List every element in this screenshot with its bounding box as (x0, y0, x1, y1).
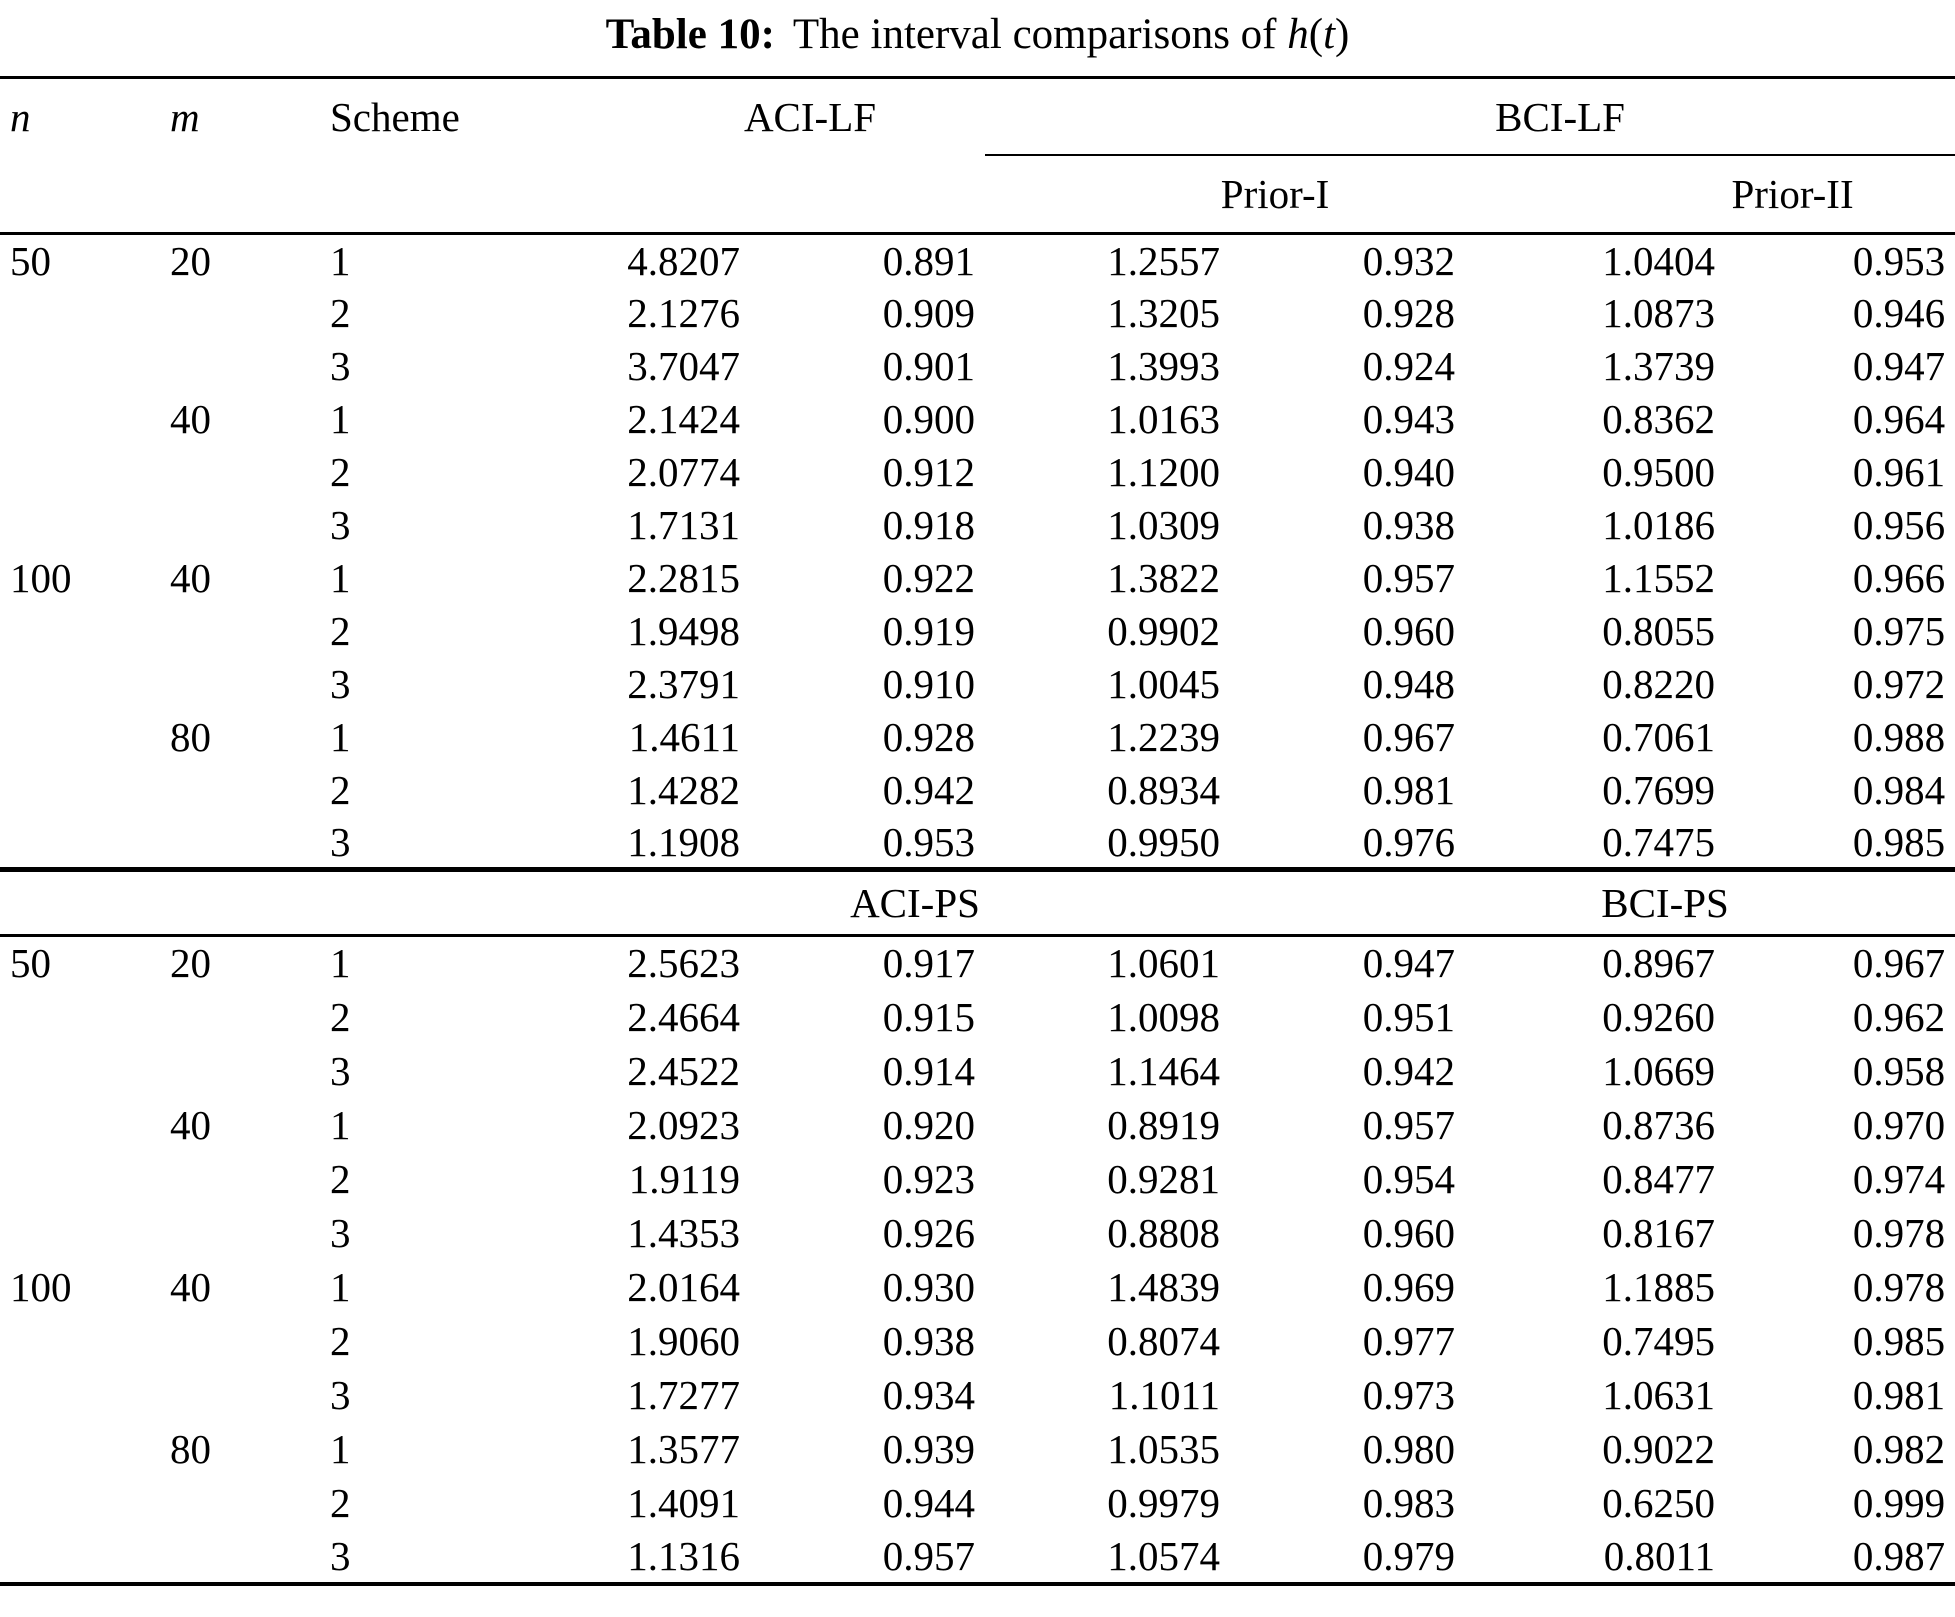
cell-prior2-ail: 0.8167 (1602, 1209, 1716, 1256)
cell-prior2-cp: 0.972 (1852, 661, 1946, 707)
cell-aci-ail: 1.4353 (627, 1209, 740, 1256)
cell-prior2-ail: 0.8011 (1603, 1532, 1716, 1579)
column-header-m: m (170, 78, 330, 156)
cell-n (0, 658, 170, 711)
cell-scheme: 2 (330, 993, 351, 1040)
subheader-prior-2: Prior-II (1465, 155, 1955, 234)
cell-prior1-cp: 0.940 (1362, 449, 1456, 495)
cell-n (0, 1314, 170, 1368)
cell-n (0, 1476, 170, 1530)
cell-n (0, 499, 170, 552)
cell-prior2-ail: 0.8477 (1602, 1155, 1716, 1202)
header-empty-cell (0, 155, 985, 234)
cell-prior2-ail: 0.9022 (1602, 1425, 1716, 1472)
cell-prior1-cp: 0.947 (1362, 940, 1456, 987)
cell-prior2-ail: 1.0186 (1602, 502, 1716, 548)
cell-prior2-cp: 0.981 (1852, 1371, 1946, 1418)
cell-n (0, 817, 170, 870)
cell-n (0, 1368, 170, 1422)
cell-prior2-ail: 0.7699 (1602, 767, 1716, 813)
table-row (0, 764, 1955, 817)
ps-header-row (0, 870, 1955, 936)
cell-aci-ail: 3.7047 (627, 343, 740, 389)
caption-math-variable: t (1323, 11, 1336, 58)
cell-scheme: 2 (330, 1479, 351, 1526)
cell-prior2-ail: 0.8220 (1602, 661, 1716, 707)
subheader-prior-1: Prior-I (985, 155, 1465, 234)
cell-scheme: 2 (330, 290, 351, 336)
cell-scheme: 2 (330, 767, 351, 813)
cell-prior2-cp: 0.958 (1852, 1047, 1946, 1094)
cell-prior2-cp: 0.961 (1852, 449, 1946, 495)
cell-prior1-ail: 0.8074 (1107, 1317, 1221, 1364)
cell-m: 80 (170, 714, 211, 760)
cell-prior2-cp: 0.978 (1852, 1209, 1946, 1256)
cell-aci-cp: 0.939 (882, 1425, 976, 1472)
cell-m (170, 499, 330, 552)
cell-n (0, 340, 170, 393)
cell-m (170, 817, 330, 870)
cell-m: 40 (170, 1263, 211, 1310)
cell-m: 20 (170, 940, 211, 987)
cell-n (0, 711, 170, 764)
cell-prior2-cp: 0.956 (1852, 502, 1946, 548)
cell-aci-cp: 0.944 (882, 1479, 976, 1526)
table-row (0, 711, 1955, 764)
cell-m: 20 (170, 237, 211, 284)
cell-scheme: 3 (330, 1209, 351, 1256)
table-row (0, 446, 1955, 499)
table-caption-text: The interval comparisons of (792, 11, 1277, 58)
table-row (0, 1530, 1955, 1584)
cell-m (170, 1206, 330, 1260)
table-row (0, 234, 1955, 287)
cell-n (0, 990, 170, 1044)
cell-prior1-ail: 1.0098 (1107, 993, 1221, 1040)
cell-prior2-cp: 0.947 (1852, 343, 1946, 389)
cell-scheme: 1 (330, 1263, 351, 1310)
cell-prior2-cp: 0.953 (1852, 237, 1946, 284)
interval-comparison-table (0, 76, 1955, 1586)
cell-prior2-cp: 0.975 (1852, 608, 1946, 654)
cell-aci-cp: 0.917 (882, 940, 976, 987)
cell-scheme: 1 (330, 396, 351, 442)
cell-prior1-ail: 0.8934 (1107, 767, 1221, 813)
cell-scheme: 1 (330, 714, 351, 760)
cell-prior1-cp: 0.932 (1362, 237, 1456, 284)
group-header-aci-lf: ACI-LF (505, 78, 985, 156)
cell-prior1-cp: 0.969 (1362, 1263, 1456, 1310)
cell-aci-cp: 0.926 (882, 1209, 976, 1256)
cell-prior2-cp: 0.966 (1852, 555, 1946, 601)
table-row (0, 340, 1955, 393)
cell-prior1-ail: 0.9979 (1107, 1479, 1221, 1526)
cell-aci-ail: 2.0923 (627, 1101, 740, 1148)
cell-m: 40 (170, 555, 211, 601)
table-caption-label: Table 10: (605, 11, 775, 58)
table-row (0, 1314, 1955, 1368)
cell-scheme: 3 (330, 661, 351, 707)
cell-n: 50 (10, 940, 51, 987)
cell-prior1-ail: 1.3205 (1107, 290, 1221, 336)
cell-scheme: 1 (330, 1101, 351, 1148)
header-row-priors (0, 155, 1955, 234)
cell-aci-ail: 1.3577 (627, 1425, 740, 1472)
cell-m (170, 605, 330, 658)
cell-prior1-ail: 1.1200 (1107, 449, 1221, 495)
table-row (0, 1098, 1955, 1152)
cell-aci-cp: 0.900 (882, 396, 976, 442)
cell-prior1-ail: 1.2557 (1107, 237, 1221, 284)
cell-m (170, 287, 330, 340)
cell-aci-ail: 2.0164 (627, 1263, 740, 1310)
cell-n (0, 446, 170, 499)
cell-scheme: 1 (330, 940, 351, 987)
ps-header-empty-cell (0, 870, 505, 936)
cell-prior2-ail: 0.8362 (1602, 396, 1716, 442)
cell-prior1-cp: 0.951 (1362, 993, 1456, 1040)
cell-scheme: 2 (330, 608, 351, 654)
ps-section-body (0, 936, 1955, 1584)
cell-prior1-ail: 1.3993 (1107, 343, 1221, 389)
cell-aci-ail: 4.8207 (627, 237, 740, 284)
cell-prior2-cp: 0.974 (1852, 1155, 1946, 1202)
cell-n (0, 1530, 170, 1584)
cell-prior2-ail: 0.9260 (1602, 993, 1716, 1040)
table-row (0, 1044, 1955, 1098)
table-row (0, 936, 1955, 990)
cell-aci-cp: 0.915 (882, 993, 976, 1040)
cell-prior2-cp: 0.999 (1852, 1479, 1946, 1526)
cell-scheme: 1 (330, 555, 351, 601)
table-row (0, 817, 1955, 870)
cell-prior1-ail: 0.9950 (1107, 818, 1221, 865)
cell-prior1-ail: 1.3822 (1107, 555, 1221, 601)
cell-aci-cp: 0.909 (882, 290, 976, 336)
cell-prior2-cp: 0.982 (1852, 1425, 1946, 1472)
lf-section-body (0, 234, 1955, 870)
cell-prior2-ail: 1.0873 (1602, 290, 1716, 336)
cell-aci-ail: 2.1276 (627, 290, 740, 336)
cell-prior1-cp: 0.943 (1362, 396, 1456, 442)
cell-aci-ail: 1.7277 (627, 1371, 740, 1418)
ps-section-header (0, 870, 1955, 936)
cell-n (0, 605, 170, 658)
cell-n (0, 764, 170, 817)
cell-prior1-ail: 0.9281 (1107, 1155, 1221, 1202)
cell-aci-cp: 0.942 (882, 767, 976, 813)
cell-m (170, 340, 330, 393)
cell-prior1-cp: 0.938 (1362, 502, 1456, 548)
cell-prior2-cp: 0.962 (1852, 993, 1946, 1040)
cell-n (0, 393, 170, 446)
cell-prior1-ail: 1.1464 (1107, 1047, 1221, 1094)
cell-aci-cp: 0.923 (882, 1155, 976, 1202)
cell-prior2-ail: 0.8967 (1602, 940, 1716, 987)
cell-prior1-cp: 0.983 (1362, 1479, 1456, 1526)
cell-prior1-ail: 0.8808 (1107, 1209, 1221, 1256)
cell-prior2-ail: 0.8736 (1602, 1101, 1716, 1148)
cell-aci-ail: 1.4611 (628, 714, 740, 760)
cell-scheme: 3 (330, 502, 351, 548)
cell-scheme: 3 (330, 343, 351, 389)
cell-aci-cp: 0.953 (882, 818, 976, 865)
table-header (0, 78, 1955, 234)
cell-prior1-ail: 0.8919 (1107, 1101, 1221, 1148)
cell-prior1-cp: 0.976 (1362, 818, 1456, 865)
cell-prior2-ail: 1.1885 (1602, 1263, 1716, 1310)
cell-prior2-cp: 0.985 (1852, 818, 1946, 865)
cell-aci-cp: 0.912 (882, 449, 976, 495)
cell-aci-ail: 2.1424 (627, 396, 740, 442)
header-row-groups (0, 78, 1955, 156)
cell-aci-cp: 0.901 (882, 343, 976, 389)
cell-aci-cp: 0.957 (882, 1532, 976, 1579)
cell-prior1-cp: 0.960 (1362, 1209, 1456, 1256)
table-row (0, 1476, 1955, 1530)
cell-aci-ail: 1.9060 (627, 1317, 740, 1364)
cell-prior2-cp: 0.967 (1852, 940, 1946, 987)
cell-aci-ail: 1.4091 (627, 1479, 740, 1526)
cell-n: 50 (10, 237, 51, 284)
cell-aci-cp: 0.914 (882, 1047, 976, 1094)
cell-m (170, 1530, 330, 1584)
group-header-aci-ps: ACI-PS (505, 870, 985, 936)
cell-m (170, 1044, 330, 1098)
cell-aci-cp: 0.928 (882, 714, 976, 760)
table-row (0, 1260, 1955, 1314)
column-header-scheme: Scheme (330, 78, 505, 156)
cell-n (0, 287, 170, 340)
cell-m (170, 990, 330, 1044)
cell-n (0, 1152, 170, 1206)
table-row (0, 499, 1955, 552)
table-row (0, 1422, 1955, 1476)
cell-n: 100 (10, 1263, 72, 1310)
cell-prior1-cp: 0.973 (1362, 1371, 1456, 1418)
cell-aci-cp: 0.919 (882, 608, 976, 654)
cell-aci-ail: 1.7131 (627, 502, 740, 548)
caption-math-close-paren: ) (1335, 11, 1350, 58)
cell-aci-cp: 0.920 (882, 1101, 976, 1148)
cell-prior2-cp: 0.946 (1852, 290, 1946, 336)
cell-n (0, 1044, 170, 1098)
cell-aci-ail: 1.1316 (627, 1532, 740, 1579)
cell-scheme: 3 (330, 1532, 351, 1579)
cell-m (170, 1476, 330, 1530)
cell-scheme: 2 (330, 1317, 351, 1364)
cell-prior2-ail: 1.0669 (1602, 1047, 1716, 1094)
cell-prior1-cp: 0.960 (1362, 608, 1456, 654)
cell-m (170, 1152, 330, 1206)
cell-aci-ail: 1.1908 (627, 818, 740, 865)
cell-prior1-ail: 1.2239 (1107, 714, 1221, 760)
cell-prior2-ail: 0.8055 (1602, 608, 1716, 654)
cell-m: 80 (170, 1425, 211, 1472)
cell-prior2-cp: 0.978 (1852, 1263, 1946, 1310)
cell-n (0, 1098, 170, 1152)
caption-math-open-paren: ( (1308, 11, 1324, 58)
cell-prior1-cp: 0.948 (1362, 661, 1456, 707)
cell-scheme: 3 (330, 1371, 351, 1418)
cell-m: 40 (170, 396, 211, 442)
cell-prior2-cp: 0.984 (1852, 767, 1946, 813)
table-row (0, 1152, 1955, 1206)
group-header-bci-ps: BCI-PS (985, 870, 1955, 936)
cell-aci-cp: 0.934 (882, 1371, 976, 1418)
cell-m (170, 658, 330, 711)
cell-prior1-cp: 0.928 (1362, 290, 1456, 336)
group-header-bci-lf: BCI-LF (985, 78, 1955, 156)
cell-prior1-cp: 0.942 (1362, 1047, 1456, 1094)
cell-scheme: 3 (330, 818, 351, 865)
cell-aci-ail: 2.0774 (627, 449, 740, 495)
cell-m: 40 (170, 1101, 211, 1148)
cell-prior1-ail: 1.0601 (1107, 940, 1221, 987)
cell-prior1-cp: 0.979 (1362, 1532, 1456, 1579)
cell-aci-cp: 0.938 (882, 1317, 976, 1364)
cell-prior1-ail: 1.1011 (1108, 1371, 1221, 1418)
table-row (0, 1368, 1955, 1422)
cell-prior1-ail: 1.0045 (1107, 661, 1221, 707)
cell-prior2-cp: 0.970 (1852, 1101, 1946, 1148)
cell-prior2-cp: 0.987 (1852, 1532, 1946, 1579)
caption-math-function: h (1287, 11, 1309, 58)
cell-prior2-cp: 0.985 (1852, 1317, 1946, 1364)
cell-prior2-ail: 0.7495 (1602, 1317, 1716, 1364)
cell-aci-ail: 2.5623 (627, 940, 740, 987)
cell-prior2-ail: 0.7475 (1602, 818, 1716, 865)
cell-m (170, 764, 330, 817)
cell-prior2-cp: 0.964 (1852, 396, 1946, 442)
table-row (0, 393, 1955, 446)
cell-m (170, 446, 330, 499)
cell-prior1-cp: 0.924 (1362, 343, 1456, 389)
cell-prior1-cp: 0.981 (1362, 767, 1456, 813)
cell-aci-cp: 0.922 (882, 555, 976, 601)
table-caption (0, 8, 1955, 70)
cell-aci-ail: 2.3791 (627, 661, 740, 707)
table-row (0, 552, 1955, 605)
cell-m (170, 1314, 330, 1368)
cell-prior1-cp: 0.957 (1362, 1101, 1456, 1148)
table-row (0, 658, 1955, 711)
cell-scheme: 2 (330, 1155, 351, 1202)
cell-n (0, 1422, 170, 1476)
cell-aci-ail: 1.4282 (627, 767, 740, 813)
cell-prior2-ail: 0.9500 (1602, 449, 1716, 495)
cell-aci-ail: 1.9498 (627, 608, 740, 654)
cell-prior1-ail: 1.0163 (1107, 396, 1221, 442)
cell-m (170, 1368, 330, 1422)
cell-scheme: 3 (330, 1047, 351, 1094)
cell-n (0, 1206, 170, 1260)
cell-aci-cp: 0.930 (882, 1263, 976, 1310)
cell-aci-ail: 2.4522 (627, 1047, 740, 1094)
cell-prior2-cp: 0.988 (1852, 714, 1946, 760)
cell-prior2-ail: 1.0631 (1602, 1371, 1716, 1418)
cell-prior1-ail: 0.9902 (1107, 608, 1221, 654)
table-row (0, 287, 1955, 340)
cell-prior2-ail: 0.6250 (1602, 1479, 1716, 1526)
cell-aci-ail: 2.2815 (627, 555, 740, 601)
table-row (0, 605, 1955, 658)
cell-scheme: 1 (330, 237, 351, 284)
cell-n: 100 (10, 555, 72, 601)
cell-aci-cp: 0.918 (882, 502, 976, 548)
cell-aci-cp: 0.891 (882, 237, 976, 284)
cell-prior1-ail: 1.0535 (1107, 1425, 1221, 1472)
cell-prior2-ail: 1.1552 (1602, 555, 1716, 601)
table-row (0, 990, 1955, 1044)
cell-scheme: 2 (330, 449, 351, 495)
cell-prior2-ail: 0.7061 (1602, 714, 1716, 760)
cell-aci-ail: 2.4664 (627, 993, 740, 1040)
cell-aci-ail: 1.9119 (628, 1155, 740, 1202)
cell-prior1-cp: 0.980 (1362, 1425, 1456, 1472)
cell-prior1-cp: 0.977 (1362, 1317, 1456, 1364)
column-header-n: n (0, 78, 170, 156)
cell-prior1-cp: 0.967 (1362, 714, 1456, 760)
cell-prior2-ail: 1.0404 (1602, 237, 1716, 284)
cell-prior1-ail: 1.0574 (1107, 1532, 1221, 1579)
table-row (0, 1206, 1955, 1260)
cell-prior1-ail: 1.4839 (1107, 1263, 1221, 1310)
cell-prior1-ail: 1.0309 (1107, 502, 1221, 548)
cell-prior1-cp: 0.954 (1362, 1155, 1456, 1202)
cell-aci-cp: 0.910 (882, 661, 976, 707)
cell-prior2-ail: 1.3739 (1602, 343, 1716, 389)
cell-scheme: 1 (330, 1425, 351, 1472)
cell-prior1-cp: 0.957 (1362, 555, 1456, 601)
